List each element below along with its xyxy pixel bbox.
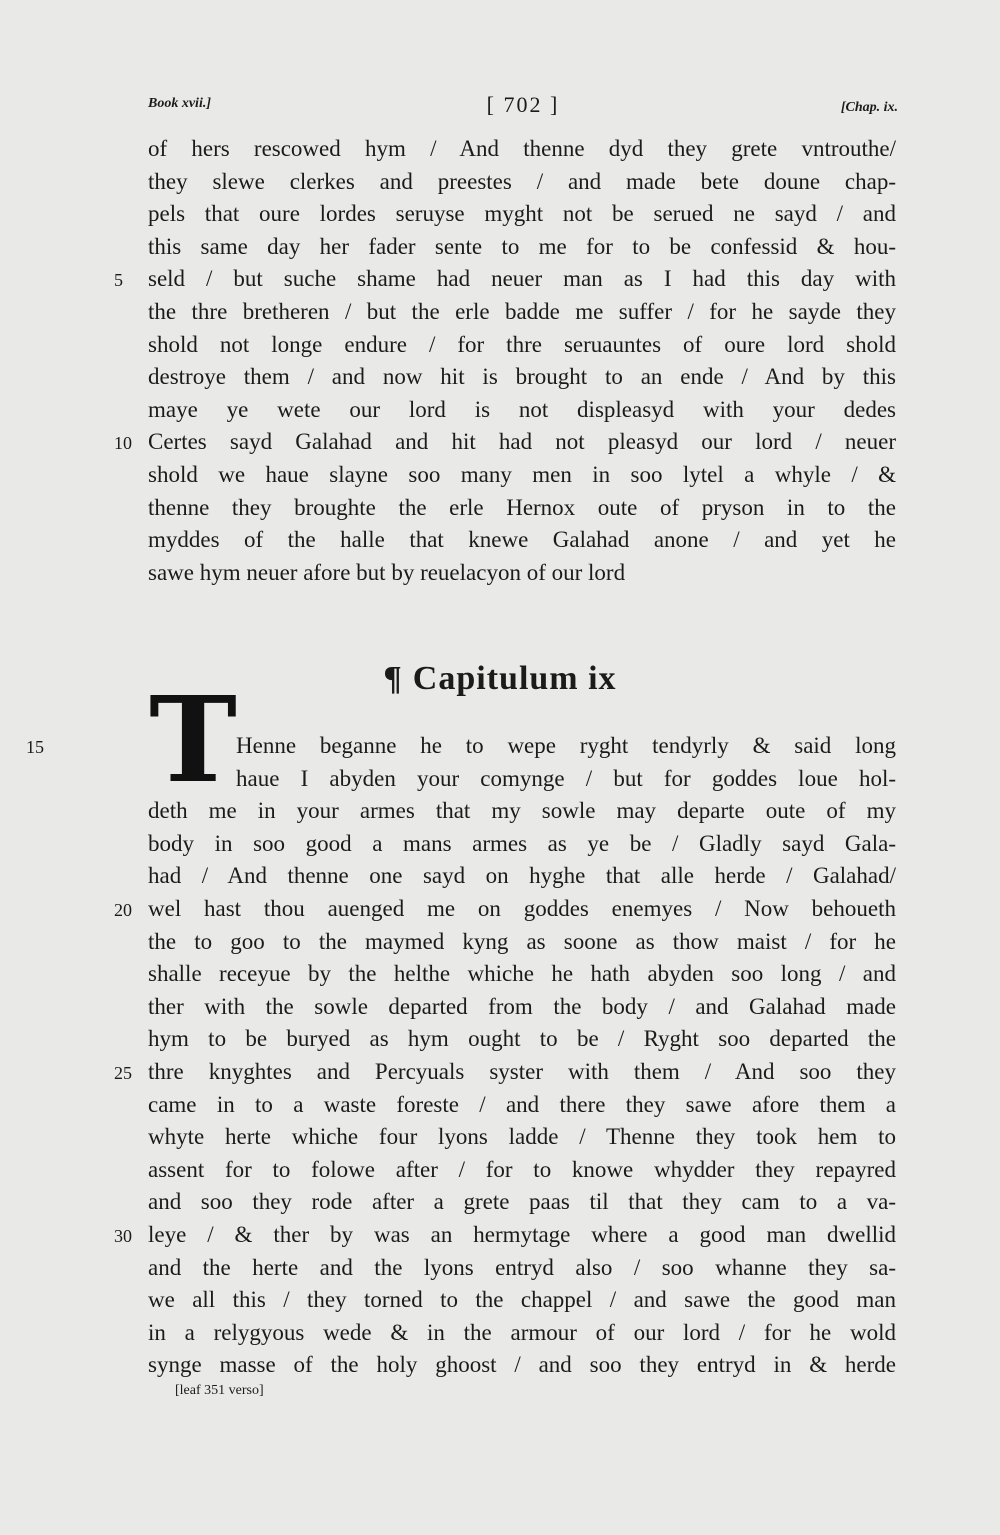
text-line [148,926,896,959]
line-number: 30 [114,1225,132,1246]
text-line [148,1186,896,1219]
line-text: seld / but suche shame had neuer man as I had this day with [148,266,896,292]
line-text: and soo they rode after a grete paas til that they cam to a va- [148,1189,896,1215]
leaf-note: [leaf 351 verso] [175,1383,264,1398]
text-line [26,730,896,763]
line-text: of hers rescowed hym / And thenne dyd they grete vntrouthe/ [148,136,896,161]
pilcrow-icon: ¶ [383,660,403,697]
text-line [148,1252,896,1285]
text-line [148,763,896,796]
line-text: myddes of the halle that knewe Galahad anone / and yet he [148,527,896,553]
text-line [148,991,896,1024]
running-head [148,92,898,122]
text-line [148,198,896,231]
line-text: the to goo to the maymed kyng as soone as thow maist / for he [148,928,896,954]
line-text: Henne beganne he to wepe ryght tendyrly & said long [236,733,896,758]
text-line [148,524,896,557]
line-text: shold we haue slayne soo many men in soo lytel a whyle / & [148,461,896,487]
text-line [148,1317,896,1350]
line-text: ther with the sowle departed from the body / and Galahad made [148,993,896,1019]
line-number: 5 [114,270,123,291]
drop-cap: T [149,670,237,809]
text-block-top [114,133,896,589]
text-line [148,795,896,828]
line-text: destroye them / and now hit is brought to an ende / And by this [148,364,896,390]
line-text: maye ye wete our lord is not displeasyd with your dedes [148,396,896,422]
line-number: 20 [114,899,132,920]
line-text: and the herte and the lyons entryd also / soo whanne they sa- [148,1254,896,1280]
line-text: body in soo good a mans armes as ye be / Gladly sayd Gala- [148,830,896,856]
text-block-bottom [26,730,896,1382]
line-text: thre knyghtes and Percyuals syster with them / And soo they [148,1058,896,1084]
page-number: [ 702 ] [486,92,560,117]
text-line [148,361,896,394]
text-line [148,329,896,362]
text-line [148,1121,896,1154]
line-number: 10 [114,433,132,454]
chapter-title: Capitulum ix [412,660,617,697]
line-text: Certes sayd Galahad and hit had not pleasyd our lord / neuer [148,429,896,455]
text-line [148,1284,896,1317]
line-text: whyte herte whiche four lyons ladde / Thenne they took hem to [148,1124,896,1150]
text-line [148,492,896,525]
line-text: shalle receyue by the helthe whiche he hath abyden soo long / and [148,961,896,987]
text-line [148,231,896,264]
line-text: leye / & ther by was an hermytage where a good man dwellid [148,1221,896,1247]
text-line [148,860,896,893]
line-text: the thre bretheren / but the erle badde me suffer / for he sayde they [148,298,896,324]
line-number: 25 [114,1062,132,1083]
line-text: this same day her fader sente to me for to be confessid & hou- [148,233,896,259]
book-number: Book xvii.] [148,96,211,111]
text-line [148,958,896,991]
text-line [148,557,896,590]
text-line [148,828,896,861]
line-text: had / And thenne one sayd on hyghe that alle herde / Galahad/ [148,863,896,889]
text-line [114,263,896,296]
line-text: haue I abyden your comynge / but for goddes loue hol- [236,765,896,791]
text-line [148,1154,896,1187]
line-text: hym to be buryed as hym ought to be / Ryght soo departed the [148,1026,896,1052]
line-text: assent for to folowe after / for to knowe whydder they repayred [148,1156,896,1182]
line-text: deth me in your armes that my sowle may departe oute of my [148,798,896,824]
text-line [148,459,896,492]
line-text: synge masse of the holy ghoost / and soo they entryd in & herde [148,1352,896,1378]
text-line [114,893,896,926]
line-text: came in to a waste foreste / and there they sawe afore them a [148,1091,896,1117]
text-line [148,1089,896,1122]
line-text: shold not longe endure / for thre seruauntes of oure lord shold [148,331,896,357]
chapter-number: [Chap. ix. [840,100,898,115]
line-number: 15 [26,737,44,757]
text-line [114,1056,896,1089]
line-text: we all this / they torned to the chappel / and sawe the good man [148,1287,896,1313]
line-text: in a relygyous wede & in the armour of our lord / for he wold [148,1319,896,1345]
line-text: thenne they broughte the erle Hernox oute of pryson in to the [148,494,896,520]
text-line [148,394,896,427]
text-line [114,1219,896,1252]
line-text: wel hast thou auenged me on goddes enemyes / Now behoueth [148,895,896,921]
text-line [148,296,896,329]
text-line [148,166,896,199]
line-text: they slewe clerkes and preestes / and made bete doune chap- [148,168,896,194]
text-line [114,426,896,459]
line-text: pels that oure lordes seruyse myght not be serued ne sayd / and [148,201,896,227]
text-line [148,1349,896,1382]
line-text: sawe hym neuer afore but by reuelacyon of our lord [148,559,626,585]
text-line [148,1023,896,1056]
text-line [148,133,896,166]
